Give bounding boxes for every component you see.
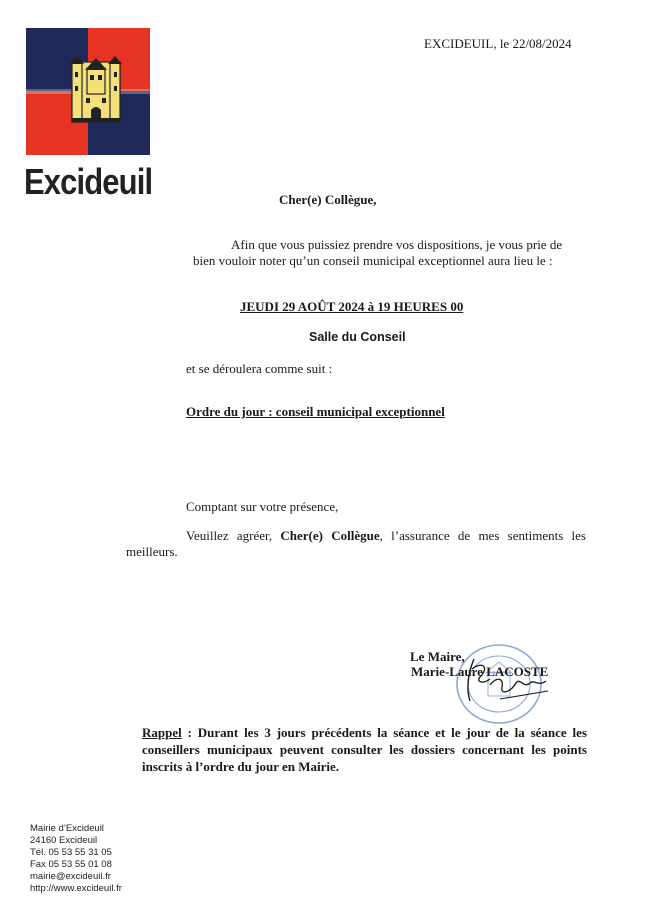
castle-coat-of-arms-icon [70, 56, 122, 122]
reminder-line-3: inscrits à l’ordre du jour en Mairie. [142, 759, 340, 774]
reminder-notice [142, 724, 587, 775]
salutation: Cher(e) Collègue, [279, 192, 377, 207]
town-logo [26, 28, 150, 155]
footer-contact [30, 823, 122, 895]
regards-prefix: Veuillez agréer, [186, 528, 281, 543]
footer-fax: Fax 05 53 55 01 08 [30, 859, 112, 870]
reminder-line-2: conseillers municipaux peuvent consulter les dossiers concernant les points [142, 742, 587, 757]
proceeds-text: et se déroulera comme suit : [186, 361, 333, 376]
reminder-line-1 [142, 724, 587, 741]
intro-line-1: Afin que vous puissiez prendre vos dispositions, je vous prie de [231, 237, 563, 252]
meeting-venue: Salle du Conseil [309, 330, 406, 344]
regards-bold: Cher(e) Collègue [280, 528, 380, 543]
town-wordmark: Excideuil [24, 161, 153, 202]
handwritten-signature-icon [460, 655, 555, 705]
footer-email[interactable]: mairie@excideuil.fr [30, 871, 111, 882]
regards-suffix: , l’assurance de mes sentiments les [379, 528, 586, 543]
regards-line-2: meilleurs. [126, 544, 178, 559]
intro-line-2: bien vouloir noter qu’un conseil municipal exceptionnel aura lieu le : [193, 253, 553, 268]
footer-postal: 24160 Excideuil [30, 835, 98, 846]
place-date: EXCIDEUIL, le 22/08/2024 [424, 36, 572, 51]
mayor-title: Le Maire, [410, 649, 465, 664]
reminder-label: Rappel [142, 725, 182, 740]
footer-phone: Tél. 05 53 55 31 05 [30, 847, 112, 858]
footer-org: Mairie d’Excideuil [30, 823, 104, 834]
regards-line-1 [186, 528, 586, 544]
reminder-text-1: : Durant les 3 jours précédents la séance et le jour de la séance les [181, 725, 587, 740]
mayor-name: Marie-Laure LACOSTE [411, 664, 549, 679]
footer-website[interactable]: http://www.excideuil.fr [30, 883, 122, 894]
presence-text: Comptant sur votre présence, [186, 499, 339, 514]
agenda-title: Ordre du jour : conseil municipal exceptionnel [186, 404, 445, 419]
meeting-datetime: JEUDI 29 AOÛT 2024 à 19 HEURES 00 [240, 299, 464, 314]
